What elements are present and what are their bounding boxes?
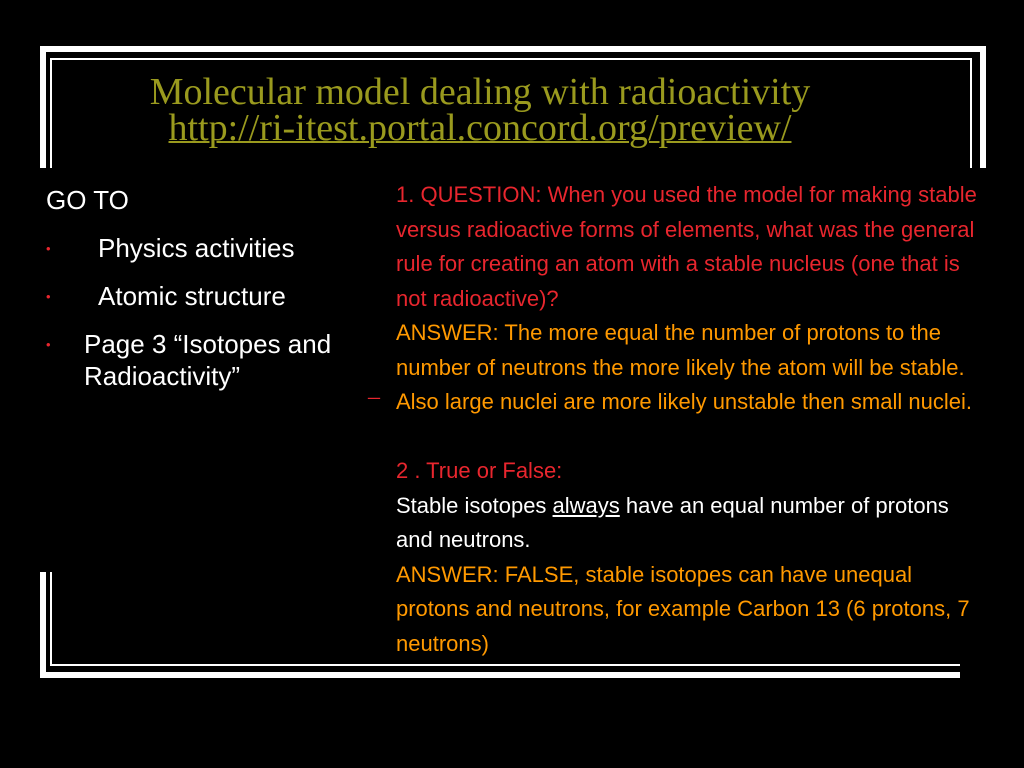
list-item-text: Atomic structure — [98, 281, 286, 311]
spacer — [396, 420, 978, 455]
question-1: 1. QUESTION: When you used the model for making stable versus radioactive forms of elements, what was the general rule for creating an atom with a stable nucleus (one that is not radioactive)? — [396, 182, 977, 311]
list-item — [46, 280, 366, 312]
list-item-text: Page 3 “Isotopes and Radioactivity” — [84, 329, 332, 391]
statement-end: have an equal number of protons and neutrons. — [396, 492, 949, 552]
dash-mark: – — [368, 384, 380, 410]
left-instructions — [46, 184, 366, 408]
list-item — [46, 328, 366, 392]
question-2-label: 2 . True or False: — [396, 458, 563, 483]
bullet-icon: • — [46, 241, 51, 256]
bullet-icon: • — [46, 337, 51, 352]
go-to-label: GO TO — [46, 185, 129, 215]
statement-emphasis: always — [552, 492, 620, 518]
title-line-1: Molecular model dealing with radioactivity — [149, 71, 811, 113]
list-item — [46, 232, 366, 264]
answer-1: ANSWER: The more equal the number of protons to the number of neutrons the more likely the atom will be stable. Also large nuclei are more likely unstable then small nuclei. — [396, 320, 972, 414]
question-2-statement — [396, 489, 978, 558]
list-item-text: Physics activities — [98, 233, 295, 263]
bullet-icon: • — [46, 289, 51, 304]
slide-title — [60, 71, 900, 149]
statement-start: Stable isotopes — [396, 492, 553, 518]
answer-2: ANSWER: FALSE, stable isotopes can have unequal protons and neutrons, for example Carbon 13 (6 protons, 7 neutrons) — [396, 561, 970, 656]
question-answer-panel — [382, 178, 978, 661]
title-link[interactable]: http://ri-itest.portal.concord.org/preview/ — [168, 107, 792, 149]
